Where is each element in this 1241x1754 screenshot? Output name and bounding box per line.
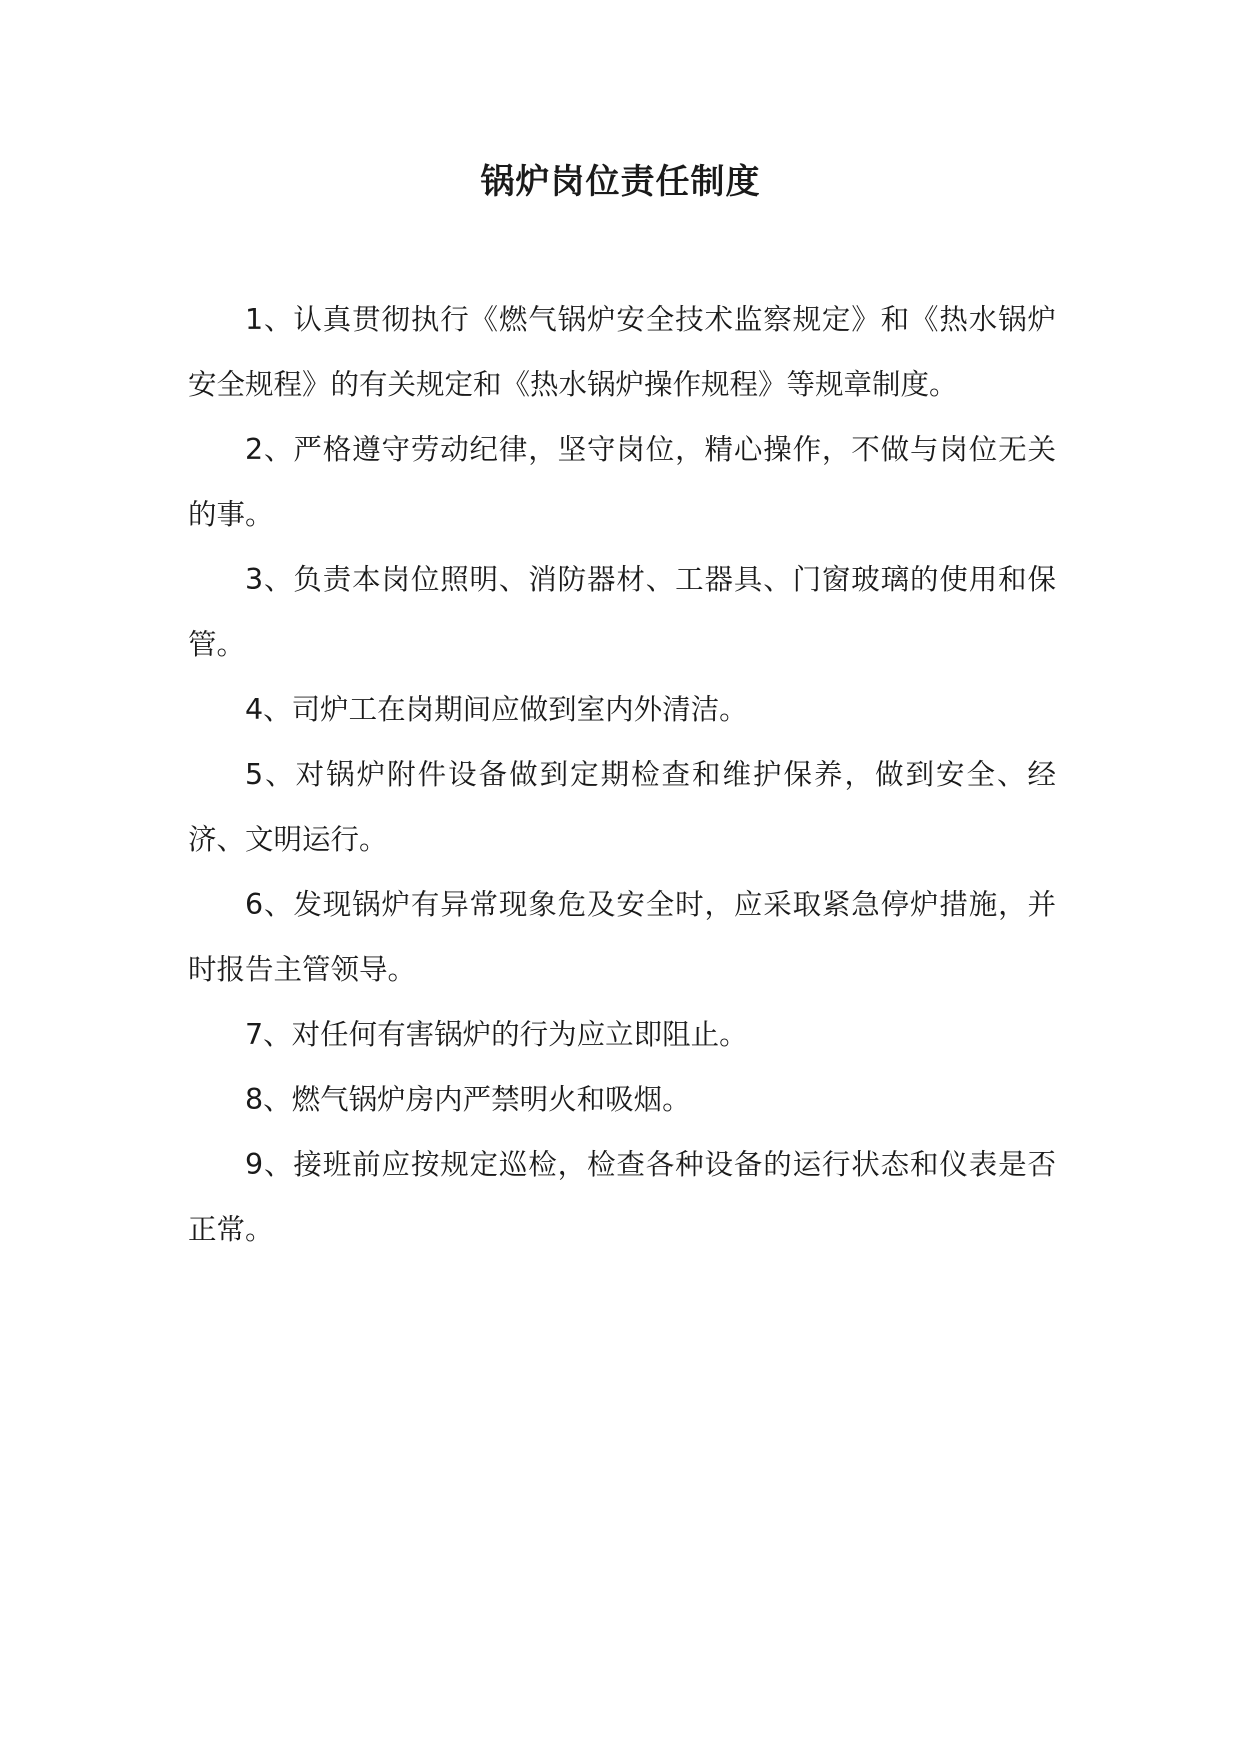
rule-item-9: 9、接班前应按规定巡检，检查各种设备的运行状态和仪表是否正常。 xyxy=(188,1148,1056,1246)
rule-item-3: 3、负责本岗位照明、消防器材、工器具、门窗玻璃的使用和保管。 xyxy=(188,563,1056,661)
rule-item-2: 2、严格遵守劳动纪律，坚守岗位，精心操作，不做与岗位无关的事。 xyxy=(188,433,1056,531)
rule-item-6: 6、发现锅炉有异常现象危及安全时，应采取紧急停炉措施，并时报告主管领导。 xyxy=(188,888,1056,986)
rule-item-5: 5、对锅炉附件设备做到定期检查和维护保养，做到安全、经济、文明运行。 xyxy=(188,758,1056,856)
rule-item-1: 1、认真贯彻执行《燃气锅炉安全技术监察规定》和《热水锅炉安全规程》的有关规定和《热水锅炉操作规程》等规章制度。 xyxy=(188,303,1056,401)
document-body xyxy=(188,287,1056,1262)
rule-item-4: 4、司炉工在岗期间应做到室内外清洁。 xyxy=(245,693,748,726)
rule-item-8: 8、燃气锅炉房内严禁明火和吸烟。 xyxy=(245,1083,691,1116)
rule-item-7: 7、对任何有害锅炉的行为应立即阻止。 xyxy=(245,1018,748,1051)
document-title: 锅炉岗位责任制度 xyxy=(480,162,761,202)
